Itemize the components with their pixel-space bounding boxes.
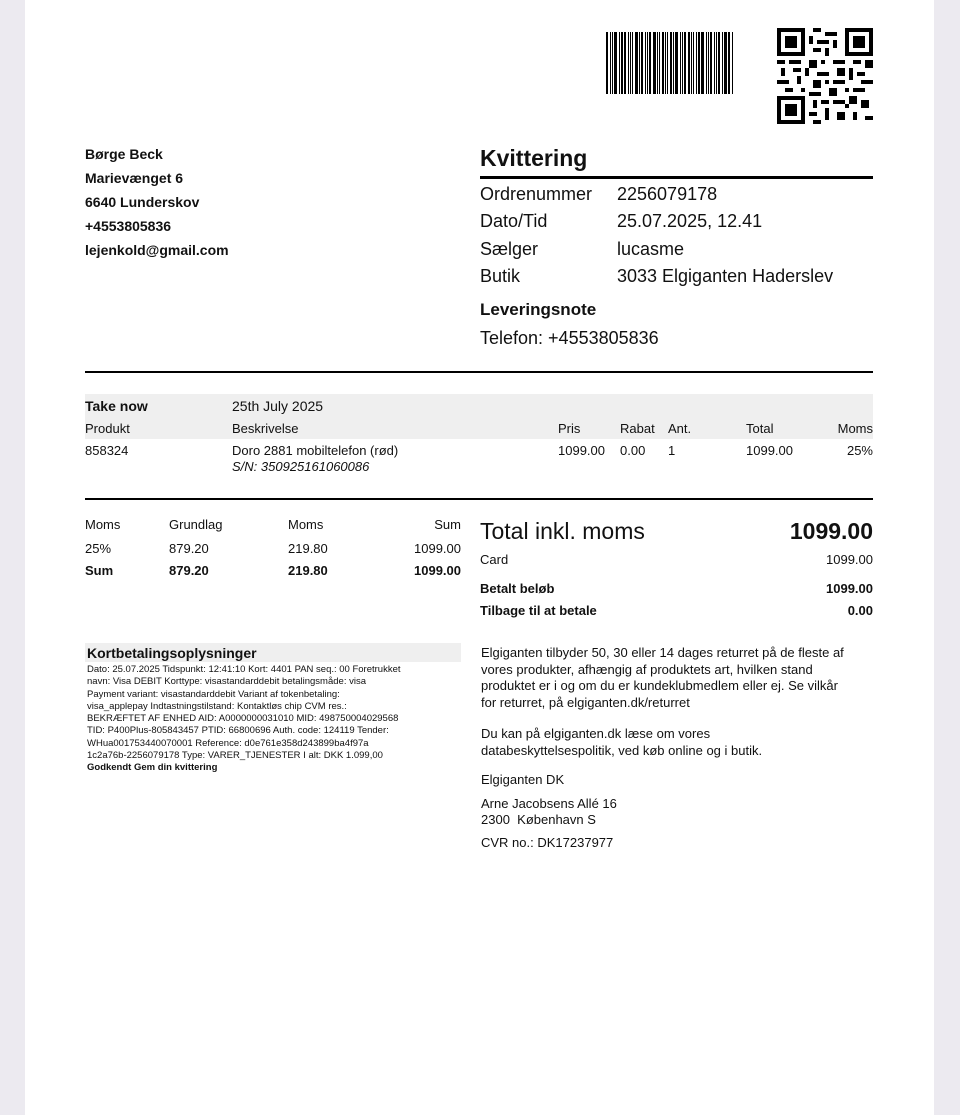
card-info-details [87, 664, 477, 775]
header-qty: Ant. [668, 421, 692, 436]
row-discount: 0.00 [620, 443, 646, 458]
return-policy [481, 645, 881, 711]
vat-header-sum: Sum [434, 517, 461, 532]
shop-value: 3033 Elgiganten Haderslev [617, 266, 834, 286]
vat-header-rate: Moms [85, 517, 121, 532]
company-cvr: CVR no.: DK17237977 [481, 835, 614, 850]
company-address-street: Arne Jacobsens Allé 16 [481, 796, 617, 811]
vat-base: 879.20 [169, 541, 209, 556]
company-address-city: 2300 København S [481, 812, 596, 827]
receipt-page [25, 0, 934, 1115]
customer-phone: +4553805836 [85, 218, 172, 234]
row-vat: 25% [846, 443, 873, 458]
remaining-label: Tilbage til at betale [480, 603, 597, 618]
paid-label: Betalt beløb [480, 581, 555, 596]
privacy-line: Du kan på elgiganten.dk læse om vores [481, 726, 711, 741]
card-value: 1099.00 [826, 552, 873, 567]
customer-name: Børge Beck [85, 146, 163, 162]
vat-header-base: Grundlag [169, 517, 223, 532]
row-product: 858324 [85, 443, 129, 458]
delivery-note-title: Leveringsnote [480, 300, 597, 319]
card-info-line: visa_applepay Indtastningstilstand: Kontaktløs chip CVM res.: [87, 700, 347, 712]
seller-value: lucasme [617, 239, 685, 259]
shop-label: Butik [480, 266, 521, 286]
vat-sum: 1099.00 [414, 541, 461, 556]
total-value: 1099.00 [789, 518, 873, 544]
customer-street: Marievænget 6 [85, 170, 184, 186]
date-value: 25.07.2025, 12.41 [617, 211, 763, 231]
card-info-line: TID: P400Plus-805843457 PTID: 66800696 Auth. code: 124119 Tender: [87, 725, 389, 737]
header-product: Produkt [85, 421, 130, 436]
order-number-label: Ordrenummer [480, 184, 593, 204]
header-vat: Moms [837, 421, 873, 436]
company-name: Elgiganten DK [481, 772, 565, 787]
vat-total-label: Sum [85, 563, 114, 578]
total-label: Total inkl. moms [480, 518, 645, 544]
vat-amount: 219.80 [288, 541, 328, 556]
card-label: Card [480, 552, 509, 567]
card-info-status: Godkendt Gem din kvittering [87, 762, 218, 774]
header-description: Beskrivelse [232, 421, 299, 436]
header-total: Total [746, 421, 774, 436]
card-info-title: Kortbetalingsoplysninger [87, 645, 257, 661]
take-now-date: 25th July 2025 [232, 398, 324, 414]
row-qty: 1 [668, 443, 676, 458]
privacy-note [481, 726, 881, 759]
return-policy-line: for returret, på elgiganten.dk/returret [481, 694, 690, 710]
remaining-value: 0.00 [847, 603, 873, 618]
items-divider [85, 498, 873, 500]
return-policy-line: vores produkter, afhængig af produktets art, hvilken stand [481, 661, 813, 677]
vat-total-base: 879.20 [169, 563, 209, 578]
take-now-label: Take now [85, 398, 148, 414]
card-info-line: Dato: 25.07.2025 Tidspunkt: 12:41:10 Kort: 4401 PAN seq.: 00 Foretrukket [87, 664, 401, 675]
order-number-value: 2256079178 [617, 184, 718, 204]
card-info-line: navn: Visa DEBIT Korttype: visastandarddebit betalingsmåde: visa [87, 676, 366, 688]
row-price: 1099.00 [558, 443, 605, 458]
row-serial: S/N: 350925161060086 [232, 459, 370, 474]
customer-address [85, 142, 229, 262]
vat-total-sum: 1099.00 [414, 563, 461, 578]
return-policy-line: produktet er i og om du er kundeklubmedlem eller ej. Se vilkår [481, 678, 838, 693]
delivery-note-text: Telefon: +4553805836 [480, 328, 659, 348]
barcode-image [606, 32, 760, 94]
vat-total-amount: 219.80 [288, 563, 328, 578]
paid-value: 1099.00 [826, 581, 873, 596]
card-info-line: BEKRÆFTET AF ENHED AID: A0000000031010 MID: 498750004029568 [87, 713, 399, 725]
header-discount: Rabat [620, 421, 655, 436]
return-policy-line: Elgiganten tilbyder 50, 30 eller 14 dages returret på de fleste af [481, 645, 844, 660]
customer-city: 6640 Lunderskov [85, 194, 200, 210]
header-price: Pris [558, 421, 581, 436]
customer-email: lejenkold@gmail.com [85, 242, 229, 258]
title-divider [480, 176, 873, 179]
row-description: Doro 2881 mobiltelefon (rød) [232, 443, 399, 458]
vat-header-vat: Moms [288, 517, 324, 532]
card-info-line: Payment variant: visastandarddebit Variant af tokenbetaling: [87, 688, 340, 700]
privacy-line: databeskyttelsespolitik, ved køb online og i butik. [481, 742, 763, 758]
vat-rate: 25% [85, 541, 112, 556]
section-divider [85, 371, 873, 373]
card-info-line: 1c2a76b-2256079178 Type: VARER_TJENESTER I alt: DKK 1.099,00 [87, 750, 383, 762]
qr-code-image [777, 28, 873, 124]
receipt-title: Kvittering [480, 145, 588, 171]
date-label: Dato/Tid [480, 211, 548, 231]
seller-label: Sælger [480, 239, 539, 259]
row-total: 1099.00 [746, 443, 793, 458]
card-info-line: WHua001753440070001 Reference: d0e761e358d243899ba4f97a [87, 737, 369, 749]
